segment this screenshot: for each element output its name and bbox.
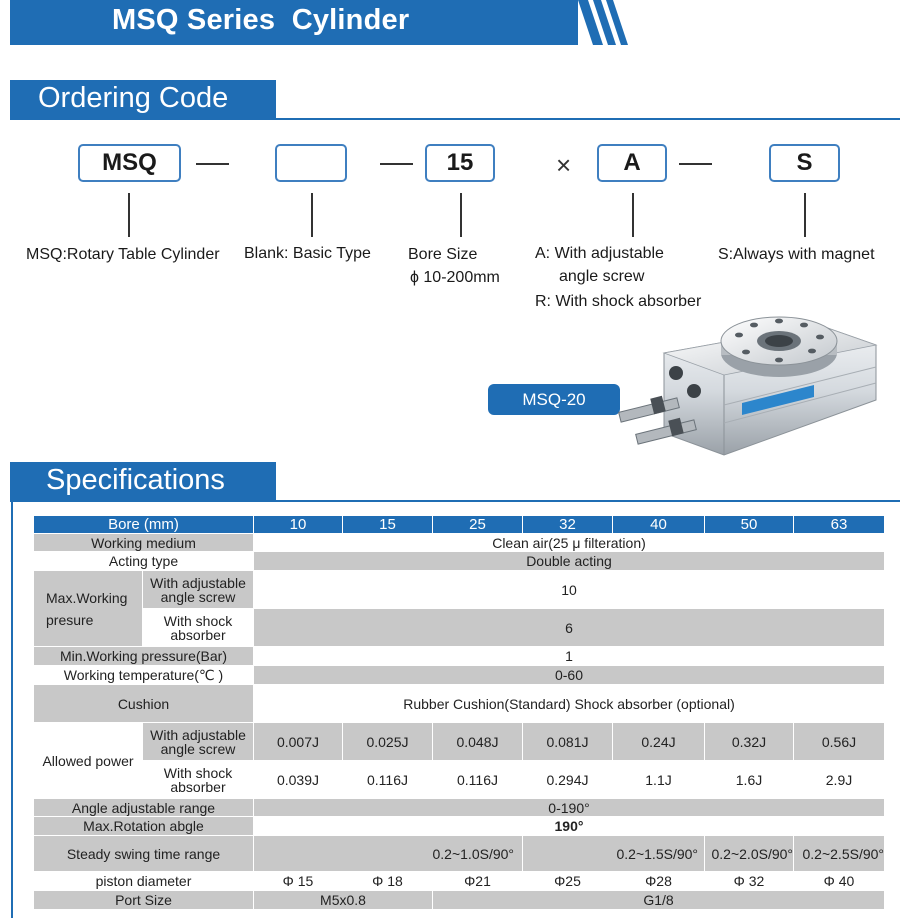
max-pressure-label: Max.Working presure — [34, 571, 143, 647]
max-pressure-sub-shock: With shock absorber — [143, 609, 254, 647]
swing-value-4: 0.2~2.5S/90° — [794, 836, 885, 872]
desc-msq: MSQ:Rotary Table Cylinder — [26, 246, 220, 263]
spec-row-piston — [34, 872, 885, 891]
desc-s: S:Always with magnet — [718, 246, 875, 263]
spec-row-medium — [34, 534, 885, 552]
spec-row-allowed-power-adjustable — [34, 723, 885, 761]
top-banner — [10, 0, 630, 45]
allowed-power-shock-cell: 0.116J — [433, 761, 523, 799]
spec-left-border — [11, 462, 13, 918]
bore-63: 63 — [794, 516, 885, 534]
allowed-power-shock-cell: 2.9J — [794, 761, 885, 799]
working-medium-label: Working medium — [34, 534, 254, 552]
port-value-1: M5x0.8 — [254, 891, 433, 910]
spec-row-max-pressure-shock — [34, 609, 885, 647]
angle-range-label: Angle adjustable range — [34, 799, 254, 817]
bore-25: 25 — [433, 516, 523, 534]
allowed-power-adjustable-cell: 0.56J — [794, 723, 885, 761]
piston-cell: Φ 40 — [794, 872, 885, 891]
allowed-power-adjustable-cell: 0.32J — [705, 723, 794, 761]
bore-15: 15 — [343, 516, 433, 534]
spec-row-min-pressure — [34, 647, 885, 666]
ordering-code-tab — [12, 80, 276, 118]
desc-r-line: R: With shock absorber — [535, 293, 702, 310]
allowed-power-shock-cell: 1.6J — [705, 761, 794, 799]
angle-range-value: 0-190° — [254, 799, 885, 817]
allowed-power-adjustable-cell: 0.007J — [254, 723, 343, 761]
min-pressure-value: 1 — [254, 647, 885, 666]
temperature-value: 0-60 — [254, 666, 885, 685]
spec-row-allowed-power-shock — [34, 761, 885, 799]
min-pressure-label: Min.Working pressure(Bar) — [34, 647, 254, 666]
spec-row-angle-range — [34, 799, 885, 817]
spec-row-temperature — [34, 666, 885, 685]
temperature-label: Working temperature(℃ ) — [34, 666, 254, 685]
code-box-blank — [275, 144, 347, 182]
cushion-value: Rubber Cushion(Standard) Shock absorber (optional) — [254, 685, 885, 723]
swing-label: Steady swing time range — [34, 836, 254, 872]
allowed-power-adjustable-cell: 0.081J — [523, 723, 613, 761]
max-rotation-label: Max.Rotation abgle — [34, 817, 254, 836]
piston-cell: Φ25 — [523, 872, 613, 891]
spec-row-max-pressure-adjustable — [34, 571, 885, 609]
bore-50: 50 — [705, 516, 794, 534]
port-label: Port Size — [34, 891, 254, 910]
spec-row-acting — [34, 552, 885, 571]
allowed-power-sub-adjustable: With adjustable angle screw — [143, 723, 254, 761]
swing-value-1: 0.2~1.0S/90° — [254, 836, 523, 872]
piston-cell: Φ 18 — [343, 872, 433, 891]
acting-type-label: Acting type — [34, 552, 254, 571]
leader-line-msq — [128, 193, 130, 237]
spec-row-port — [34, 891, 885, 910]
spec-row-cushion — [34, 685, 885, 723]
allowed-power-adjustable-cell: 0.048J — [433, 723, 523, 761]
dash-1 — [196, 163, 229, 165]
desc-bore-title: Bore Size — [408, 246, 478, 263]
allowed-power-shock-cell: 1.1J — [613, 761, 705, 799]
ordering-code-heading: Ordering Code — [38, 82, 229, 114]
piston-cell: Φ21 — [433, 872, 523, 891]
dash-2 — [380, 163, 413, 165]
leader-line-bore — [460, 193, 462, 237]
code-box-s: S — [769, 144, 840, 182]
bore-40: 40 — [613, 516, 705, 534]
leader-line-blank — [311, 193, 313, 237]
product-label: MSQ-20 — [488, 384, 620, 415]
port-value-2: G1/8 — [433, 891, 885, 910]
code-box-bore: 15 — [425, 144, 495, 182]
swing-value-2: 0.2~1.5S/90° — [523, 836, 705, 872]
desc-a-line1: A: With adjustable — [535, 245, 664, 262]
specifications-tab — [12, 462, 276, 500]
spec-row-bore — [34, 516, 885, 534]
max-pressure-shock-value: 6 — [254, 609, 885, 647]
allowed-power-shock-cell: 0.116J — [343, 761, 433, 799]
cylinder-product-image — [614, 305, 884, 465]
working-medium-value: Clean air(25 μ filteration) — [254, 534, 885, 552]
piston-cell: Φ 15 — [254, 872, 343, 891]
acting-type-value: Double acting — [254, 552, 885, 571]
max-pressure-sub-adjustable: With adjustable angle screw — [143, 571, 254, 609]
desc-bore-range: ϕ 10-200mm — [410, 269, 500, 286]
bore-10: 10 — [254, 516, 343, 534]
piston-cell: Φ28 — [613, 872, 705, 891]
bore-label: Bore (mm) — [34, 516, 254, 534]
leader-line-s — [804, 193, 806, 237]
spec-row-max-rotation — [34, 817, 885, 836]
cushion-label: Cushion — [34, 685, 254, 723]
leader-line-a — [632, 193, 634, 237]
allowed-power-label: Allowed power — [34, 723, 143, 799]
times-sign: × — [556, 150, 572, 180]
max-pressure-adjustable-value: 10 — [254, 571, 885, 609]
bore-32: 32 — [523, 516, 613, 534]
dash-3 — [679, 163, 712, 165]
code-box-msq: MSQ — [78, 144, 181, 182]
allowed-power-sub-shock: With shock absorber — [143, 761, 254, 799]
spec-row-swing — [34, 836, 885, 872]
specifications-table — [34, 516, 885, 910]
piston-cell: Φ 32 — [705, 872, 794, 891]
allowed-power-adjustable-cell: 0.025J — [343, 723, 433, 761]
max-rotation-value: 190° — [254, 817, 885, 836]
page-title: MSQ Series Cylinder — [112, 4, 410, 36]
piston-label: piston diameter — [34, 872, 254, 891]
specifications-header — [10, 462, 900, 502]
desc-blank: Blank: Basic Type — [244, 245, 371, 262]
code-box-a: A — [597, 144, 667, 182]
swing-value-3: 0.2~2.0S/90° — [705, 836, 794, 872]
desc-a-line2: angle screw — [559, 268, 645, 285]
specifications-heading: Specifications — [46, 464, 225, 496]
allowed-power-shock-cell: 0.039J — [254, 761, 343, 799]
allowed-power-shock-cell: 0.294J — [523, 761, 613, 799]
allowed-power-adjustable-cell: 0.24J — [613, 723, 705, 761]
ordering-code-header — [10, 80, 900, 120]
